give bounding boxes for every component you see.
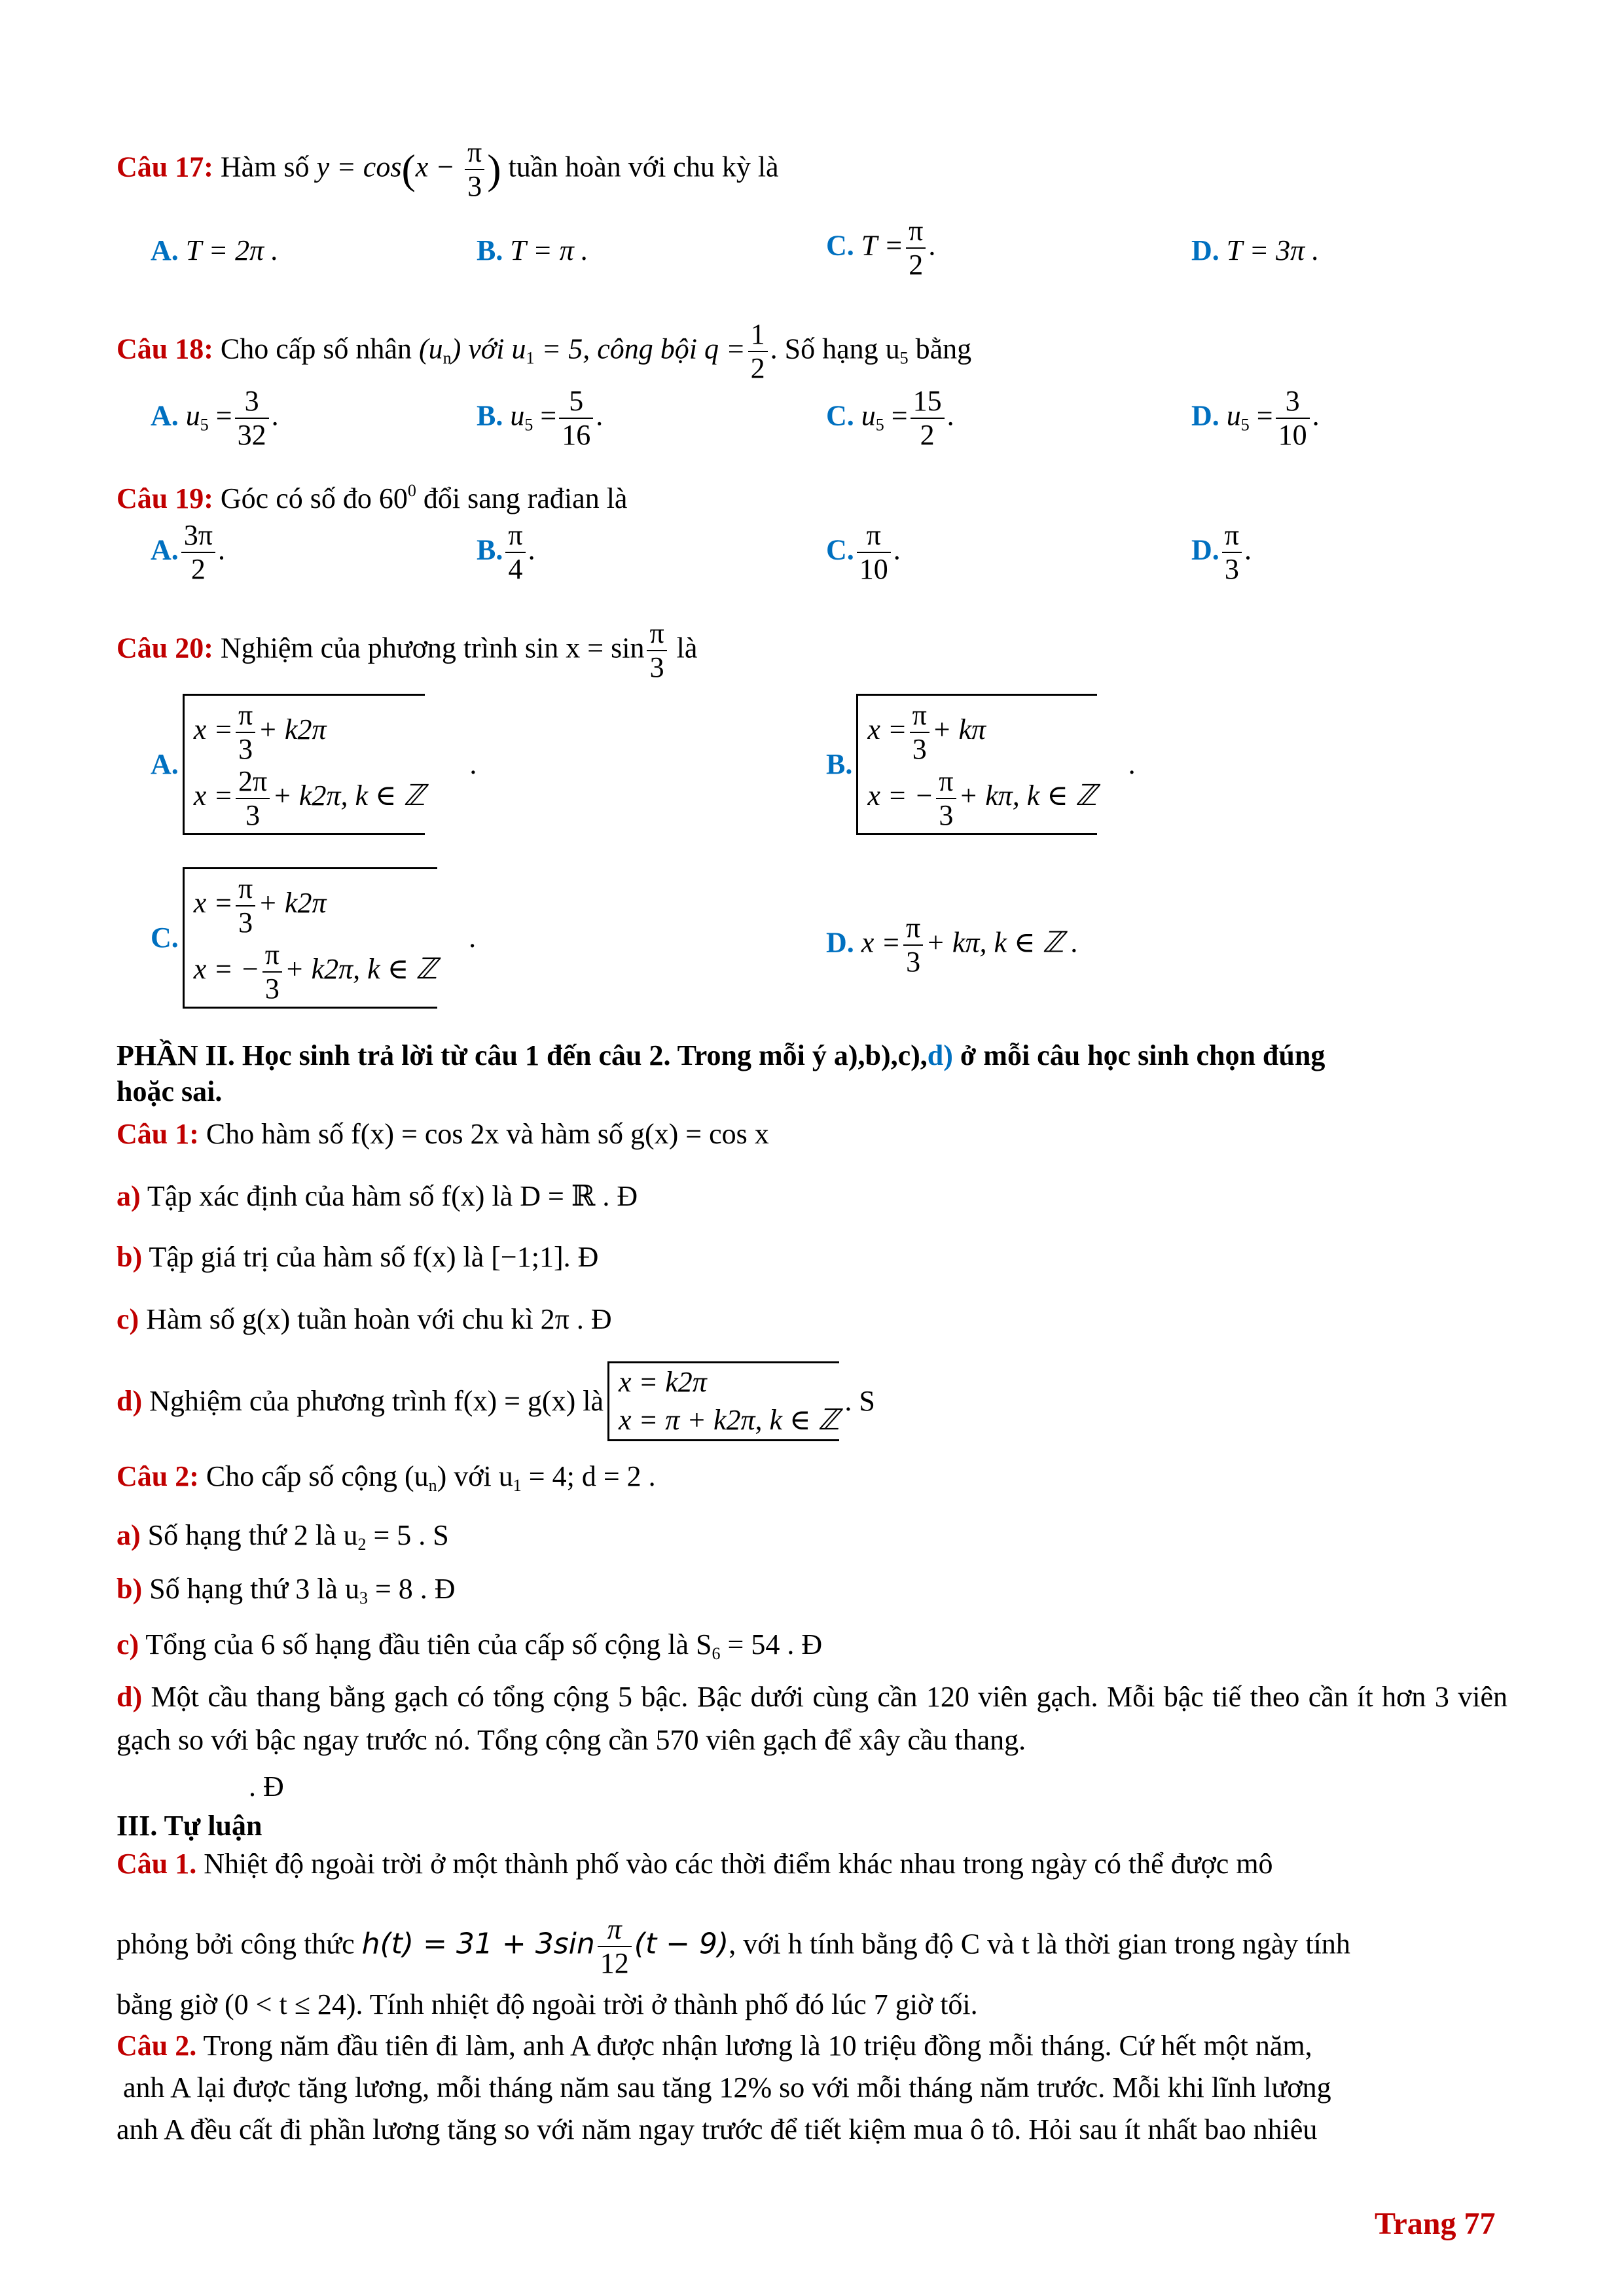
q18-option-c: C. $u_5$ = $\frac{15}{2}$ . (826, 385, 954, 452)
q17-option-a: A. T = 2π . (151, 234, 279, 266)
q19-option-d: D. $\frac{\pi}{3}$ . (1191, 519, 1252, 586)
question-label: Câu 17: (117, 151, 213, 183)
part3-heading: III. Tự luận (117, 1810, 262, 1842)
q17-option-c: C. T = $\frac{\pi}{2}$ . (826, 215, 936, 281)
question-20: Câu 20: Nghiệm của phương trình sin x = sin $\frac{\pi}{3}$ là (117, 617, 698, 684)
q20-option-d: D. x = $\frac{\pi}{3}$ + kπ, k ∈ ℤ . (826, 912, 1079, 978)
p2-q2-item-d-answer: . Đ (249, 1770, 284, 1803)
q18-option-a: A. $u_5$ = $\frac{3}{32}$ . (151, 385, 279, 452)
stem-text: Hàm số (220, 151, 310, 183)
open-paren: ( (401, 146, 416, 193)
p2-q2-item-a: a) Số hạng thứ 2 là $u_2 = 5$ . S (117, 1519, 449, 1554)
p2-q2-item-c: c) Tổng của 6 số hạng đầu tiên của cấp số cộng là $S_6 = 54$ . Đ (117, 1628, 823, 1663)
function-name: y = cos (316, 151, 402, 183)
p2-question-1: Câu 1: Cho hàm số f(x) = cos 2x và hàm số g(x) = cos x (117, 1118, 769, 1150)
q17-option-b: B. T = π . (477, 234, 588, 266)
question-19: Câu 19: Góc có số đo $60^0$ đổi sang rađian là (117, 481, 628, 514)
p2-q1-item-a: a) Tập xác định của hàm số f(x) là D = ℝ . Đ (117, 1180, 638, 1212)
essay-q1-line-3: bằng giờ (0 < t ≤ 24). Tính nhiệt độ ngoài trời ở thành phố đó lúc 7 giờ tối. (117, 1988, 978, 2020)
q19-option-b: B. $\frac{\pi}{4}$ . (477, 519, 535, 586)
question-18: Câu 18: Cho cấp số nhân $(u_n)$ với $u_1 = 5$, công bội q = $\frac{1}{2}$ . Số hạng $u_5$ bằng (117, 318, 972, 385)
question-17 (117, 137, 779, 202)
q18-option-b: B. $u_5$ = $\frac{5}{16}$ . (477, 385, 604, 452)
close-paren: ) (487, 146, 501, 193)
q17-option-d: D. T = 3π . (1191, 234, 1320, 266)
q19-option-c: C. $\frac{\pi}{10}$ . (826, 519, 901, 586)
p2-q1-item-b: b) Tập giá trị của hàm số f(x) là [−1;1]. Đ (117, 1241, 599, 1273)
q20-option-c: C. x = $\frac{\pi}{3}$ + k2π x = − $\frac{\pi}{3}$ + k2π, k ∈ ℤ . (151, 867, 476, 1009)
part2-heading: PHẦN II. Học sinh trả lời từ câu 1 đến câu 2. Trong mỗi ý a),b),c),d) ở mỗi câu học sinh chọn đúng (117, 1039, 1326, 1071)
essay-q2-line-2: anh A lại được tăng lương, mỗi tháng năm sau tăng 12% so với mỗi tháng năm trước. Mỗi khi lĩnh lương (123, 2072, 1331, 2104)
essay-question-2: Câu 2. Trong năm đầu tiên đi làm, anh A được nhận lương là 10 triệu đồng mỗi tháng. Cứ hết một năm, (117, 2030, 1312, 2062)
p2-q2-item-b: b) Số hạng thứ 3 là $u_3 = 8$ . Đ (117, 1573, 456, 1607)
argument-x: x − (415, 151, 455, 183)
argument-fraction: $\frac{\pi}{3}$ (465, 137, 484, 202)
essay-q2-line-3: anh A đều cất đi phần lương tăng so với năm ngay trước để tiết kiệm mua ô tô. Hỏi sau ít nhất bao nhiêu (117, 2113, 1318, 2145)
page-number: Trang 77 (1375, 2206, 1496, 2241)
q18-option-d: D. $u_5$ = $\frac{3}{10}$ . (1191, 385, 1320, 452)
p2-q1-item-c: c) Hàm số g(x) tuần hoàn với chu kì 2π . Đ (117, 1303, 612, 1335)
part2-heading-cont: hoặc sai. (117, 1075, 223, 1107)
q20-option-b: B. x = $\frac{\pi}{3}$ + kπ x = − $\frac{\pi}{3}$ + kπ, k ∈ ℤ . (826, 694, 1136, 835)
p2-question-2: Câu 2: Cho cấp số cộng $(u_n)$ với $u_1 = 4$; d = 2 . (117, 1460, 656, 1495)
q20-option-a: A. x = $\frac{\pi}{3}$ + k2π x = $\frac{2\pi}{3}$ + k2π, k ∈ ℤ . (151, 694, 477, 835)
stem-text-end: tuần hoàn với chu kỳ là (508, 151, 779, 183)
essay-q1-formula-line: phỏng bởi công thức h(t) = 31 + 3sin $\frac{\pi}{12}$ (t − 9), với h tính bằng độ C và t là thời gian trong ngày tính (117, 1913, 1350, 1980)
q19-option-a: A. $\frac{3\pi}{2}$ . (151, 519, 225, 586)
essay-question-1: Câu 1. Nhiệt độ ngoài trời ở một thành phố vào các thời điểm khác nhau trong ngày có thể được mô (117, 1848, 1273, 1880)
p2-q1-item-d: d) Nghiệm của phương trình f(x) = g(x) là x = k2π x = π + k2π, k ∈ ℤ . S (117, 1361, 875, 1441)
p2-q2-item-d: d) Một cầu thang bằng gạch có tổng cộng 5 bậc. Bậc dưới cùng cần 120 viên gạch. Mỗi bậc tiế theo cần ít hơn 3 viên gạch so với bậc ngay trước nó. Tổng cộng cần 570 viên gạch để xây cầu thang. (117, 1681, 1507, 1756)
